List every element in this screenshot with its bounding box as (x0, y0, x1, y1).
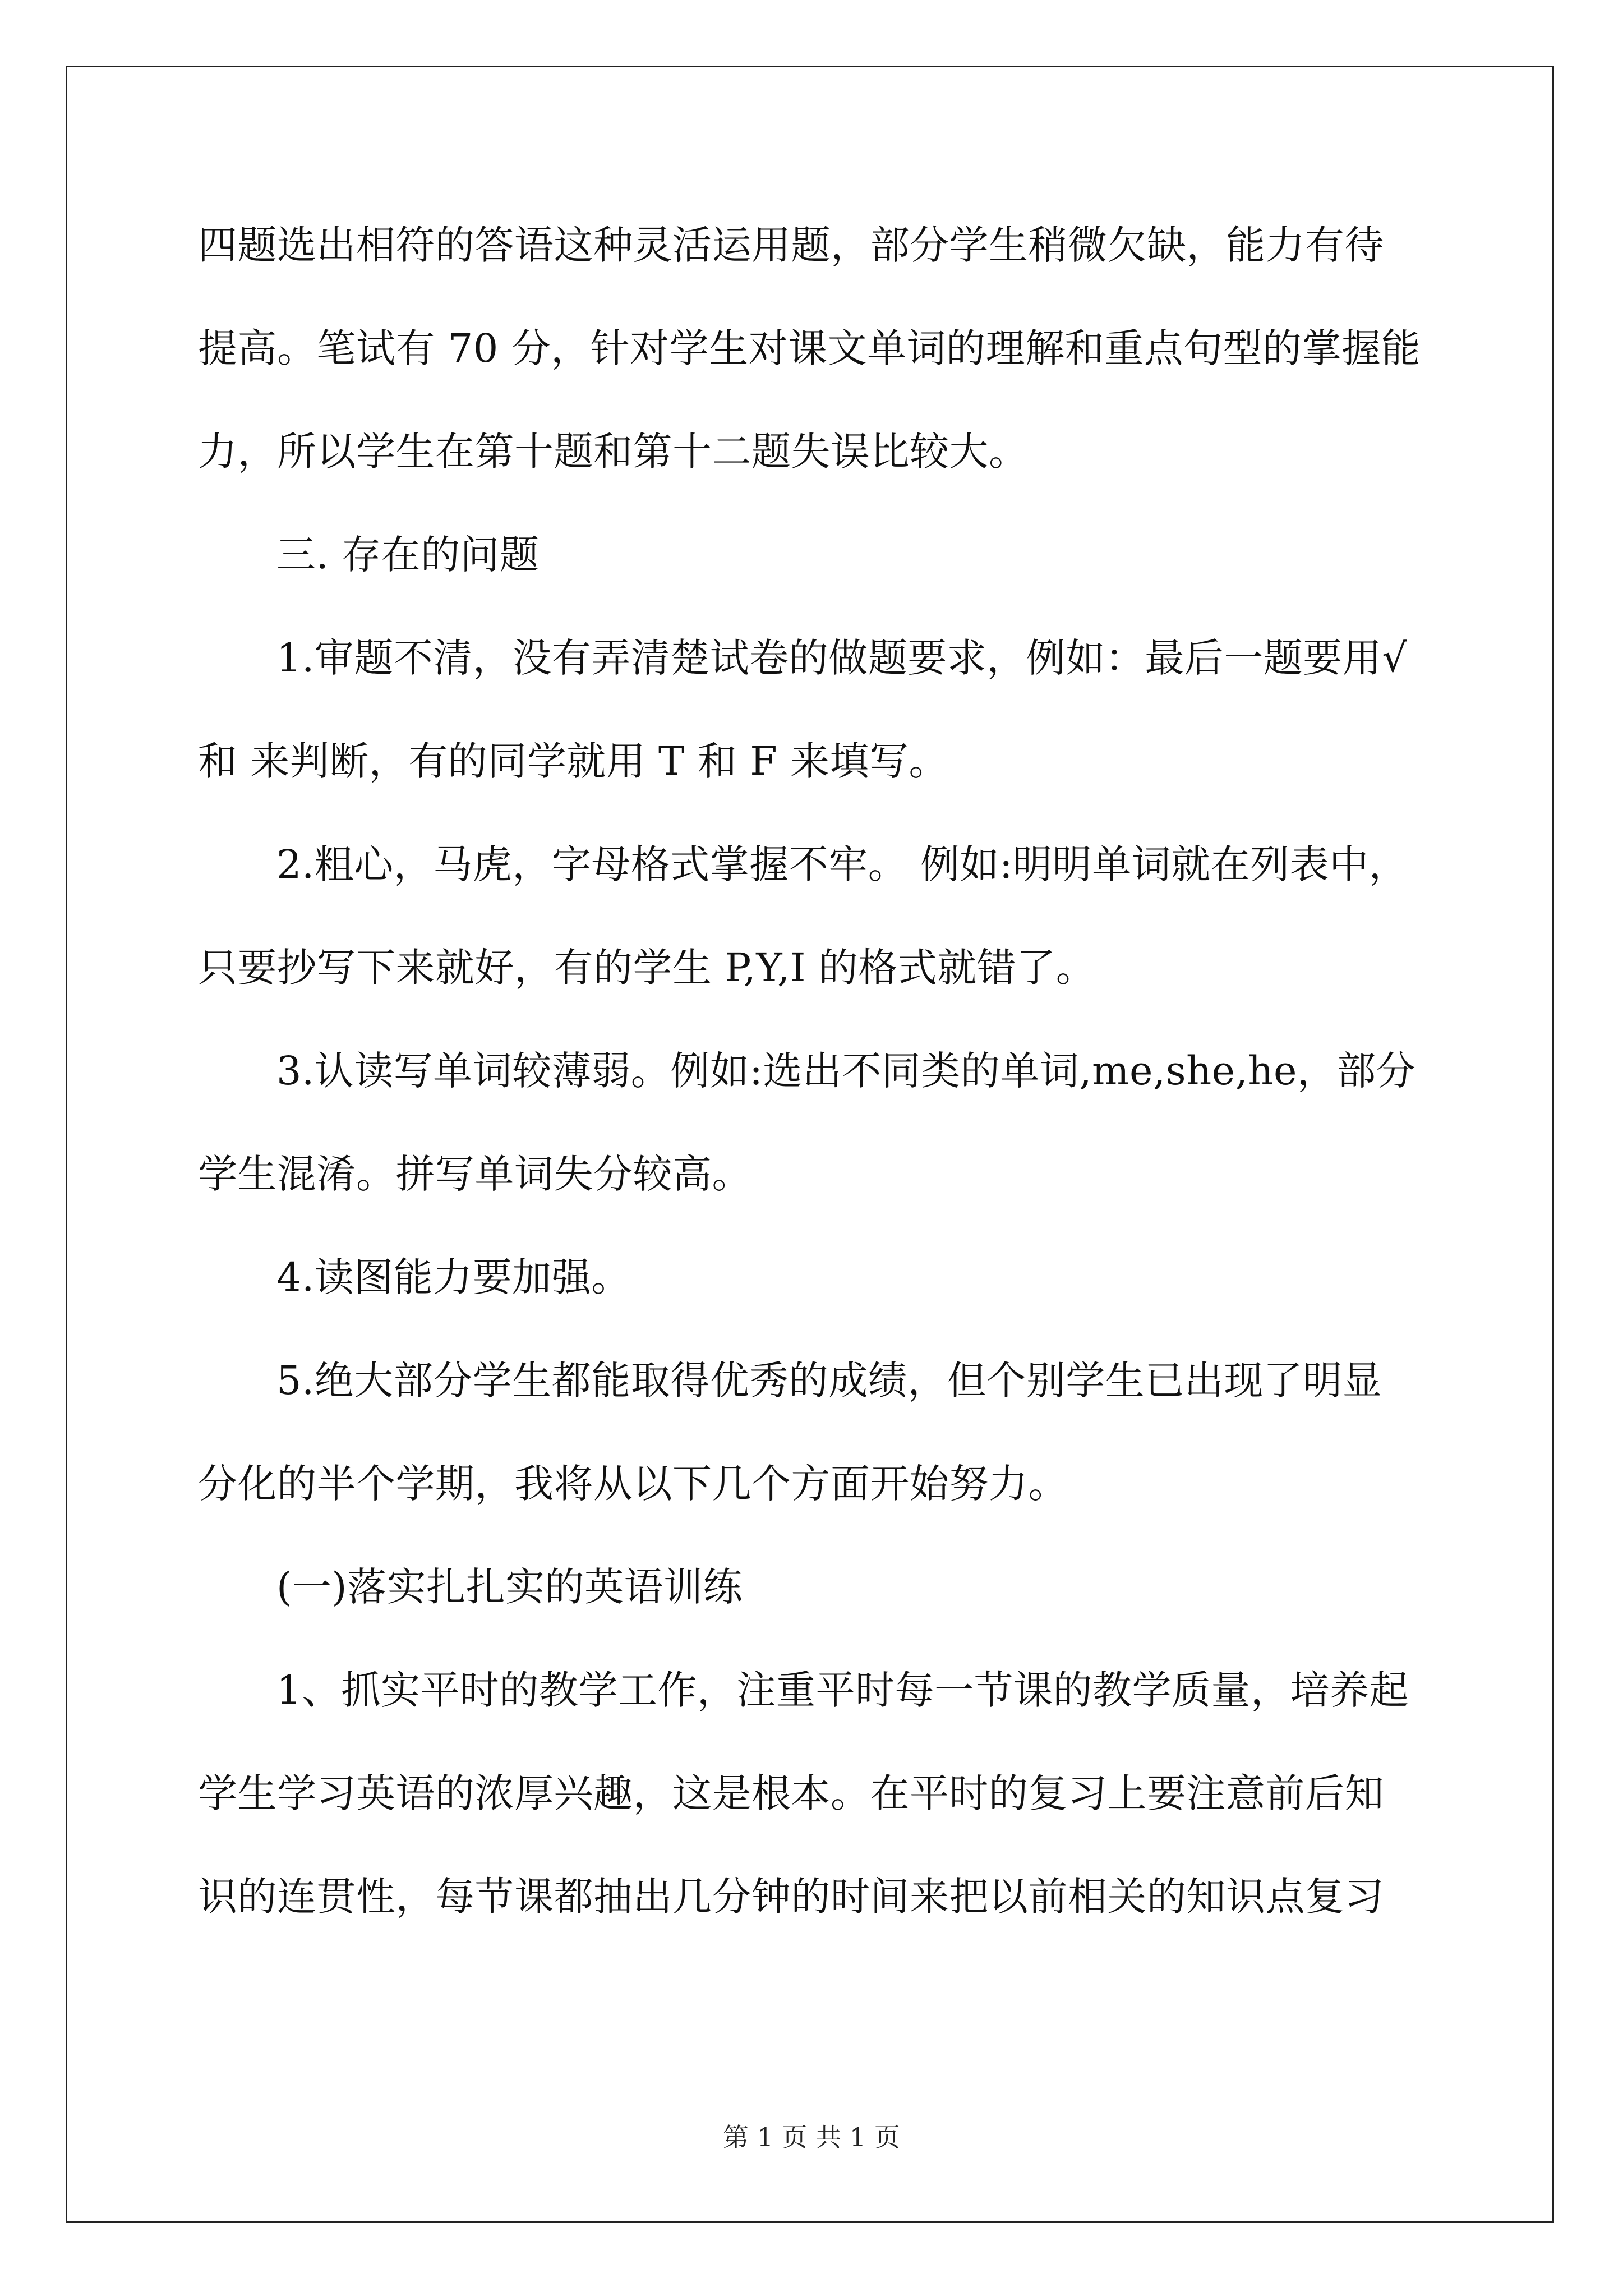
text-line-1: 四题选出相符的答语这种灵活运用题，部分学生稍微欠缺，能力有待 (198, 222, 1384, 268)
text-line-17: 识的连贯性，每节课都抽出几分钟的时间来把以前相关的知识点复习 (198, 1874, 1384, 1920)
text-line-13: 分化的半个学期，我将从以下几个方面开始努力。 (198, 1461, 1068, 1507)
text-line-15: 1、抓实平时的教学工作，注重平时每一节课的教学质量，培养起 (276, 1667, 1409, 1713)
text-line-12: 5.绝大部分学生都能取得优秀的成绩，但个别学生已出现了明显 (276, 1358, 1382, 1404)
text-line-9: 3.认读写单词较薄弱。例如:选出不同类的单词,me,she,he，部分 (276, 1048, 1416, 1094)
text-line-5: 1.审题不清，没有弄清楚试卷的做题要求，例如：最后一题要用√ (276, 635, 1408, 681)
text-line-16: 学生学习英语的浓厚兴趣，这是根本。在平时的复习上要注意前后知 (198, 1770, 1384, 1816)
text-line-11: 4.读图能力要加强。 (276, 1254, 631, 1300)
text-line-3: 力，所以学生在第十题和第十二题失误比较大。 (198, 429, 1029, 475)
page-number-footer: 第 1 页 共 1 页 (723, 2122, 900, 2152)
text-line-7: 2.粗心，马虎，字母格式掌握不牢。 例如:明明单词就在列表中， (276, 841, 1409, 887)
section-heading-problems: 三. 存在的问题 (276, 532, 540, 578)
text-line-8: 只要抄写下来就好，有的学生 P,Y,I 的格式就错了。 (198, 945, 1096, 991)
text-line-6: 和 来判断，有的同学就用 T 和 F 来填写。 (198, 738, 949, 784)
subsection-heading-training: (一)落实扎扎实的英语训练 (276, 1564, 743, 1610)
text-line-2: 提高。笔试有 70 分，针对学生对课文单词的理解和重点句型的掌握能 (198, 325, 1421, 371)
text-line-10: 学生混淆。拼写单词失分较高。 (198, 1151, 751, 1197)
